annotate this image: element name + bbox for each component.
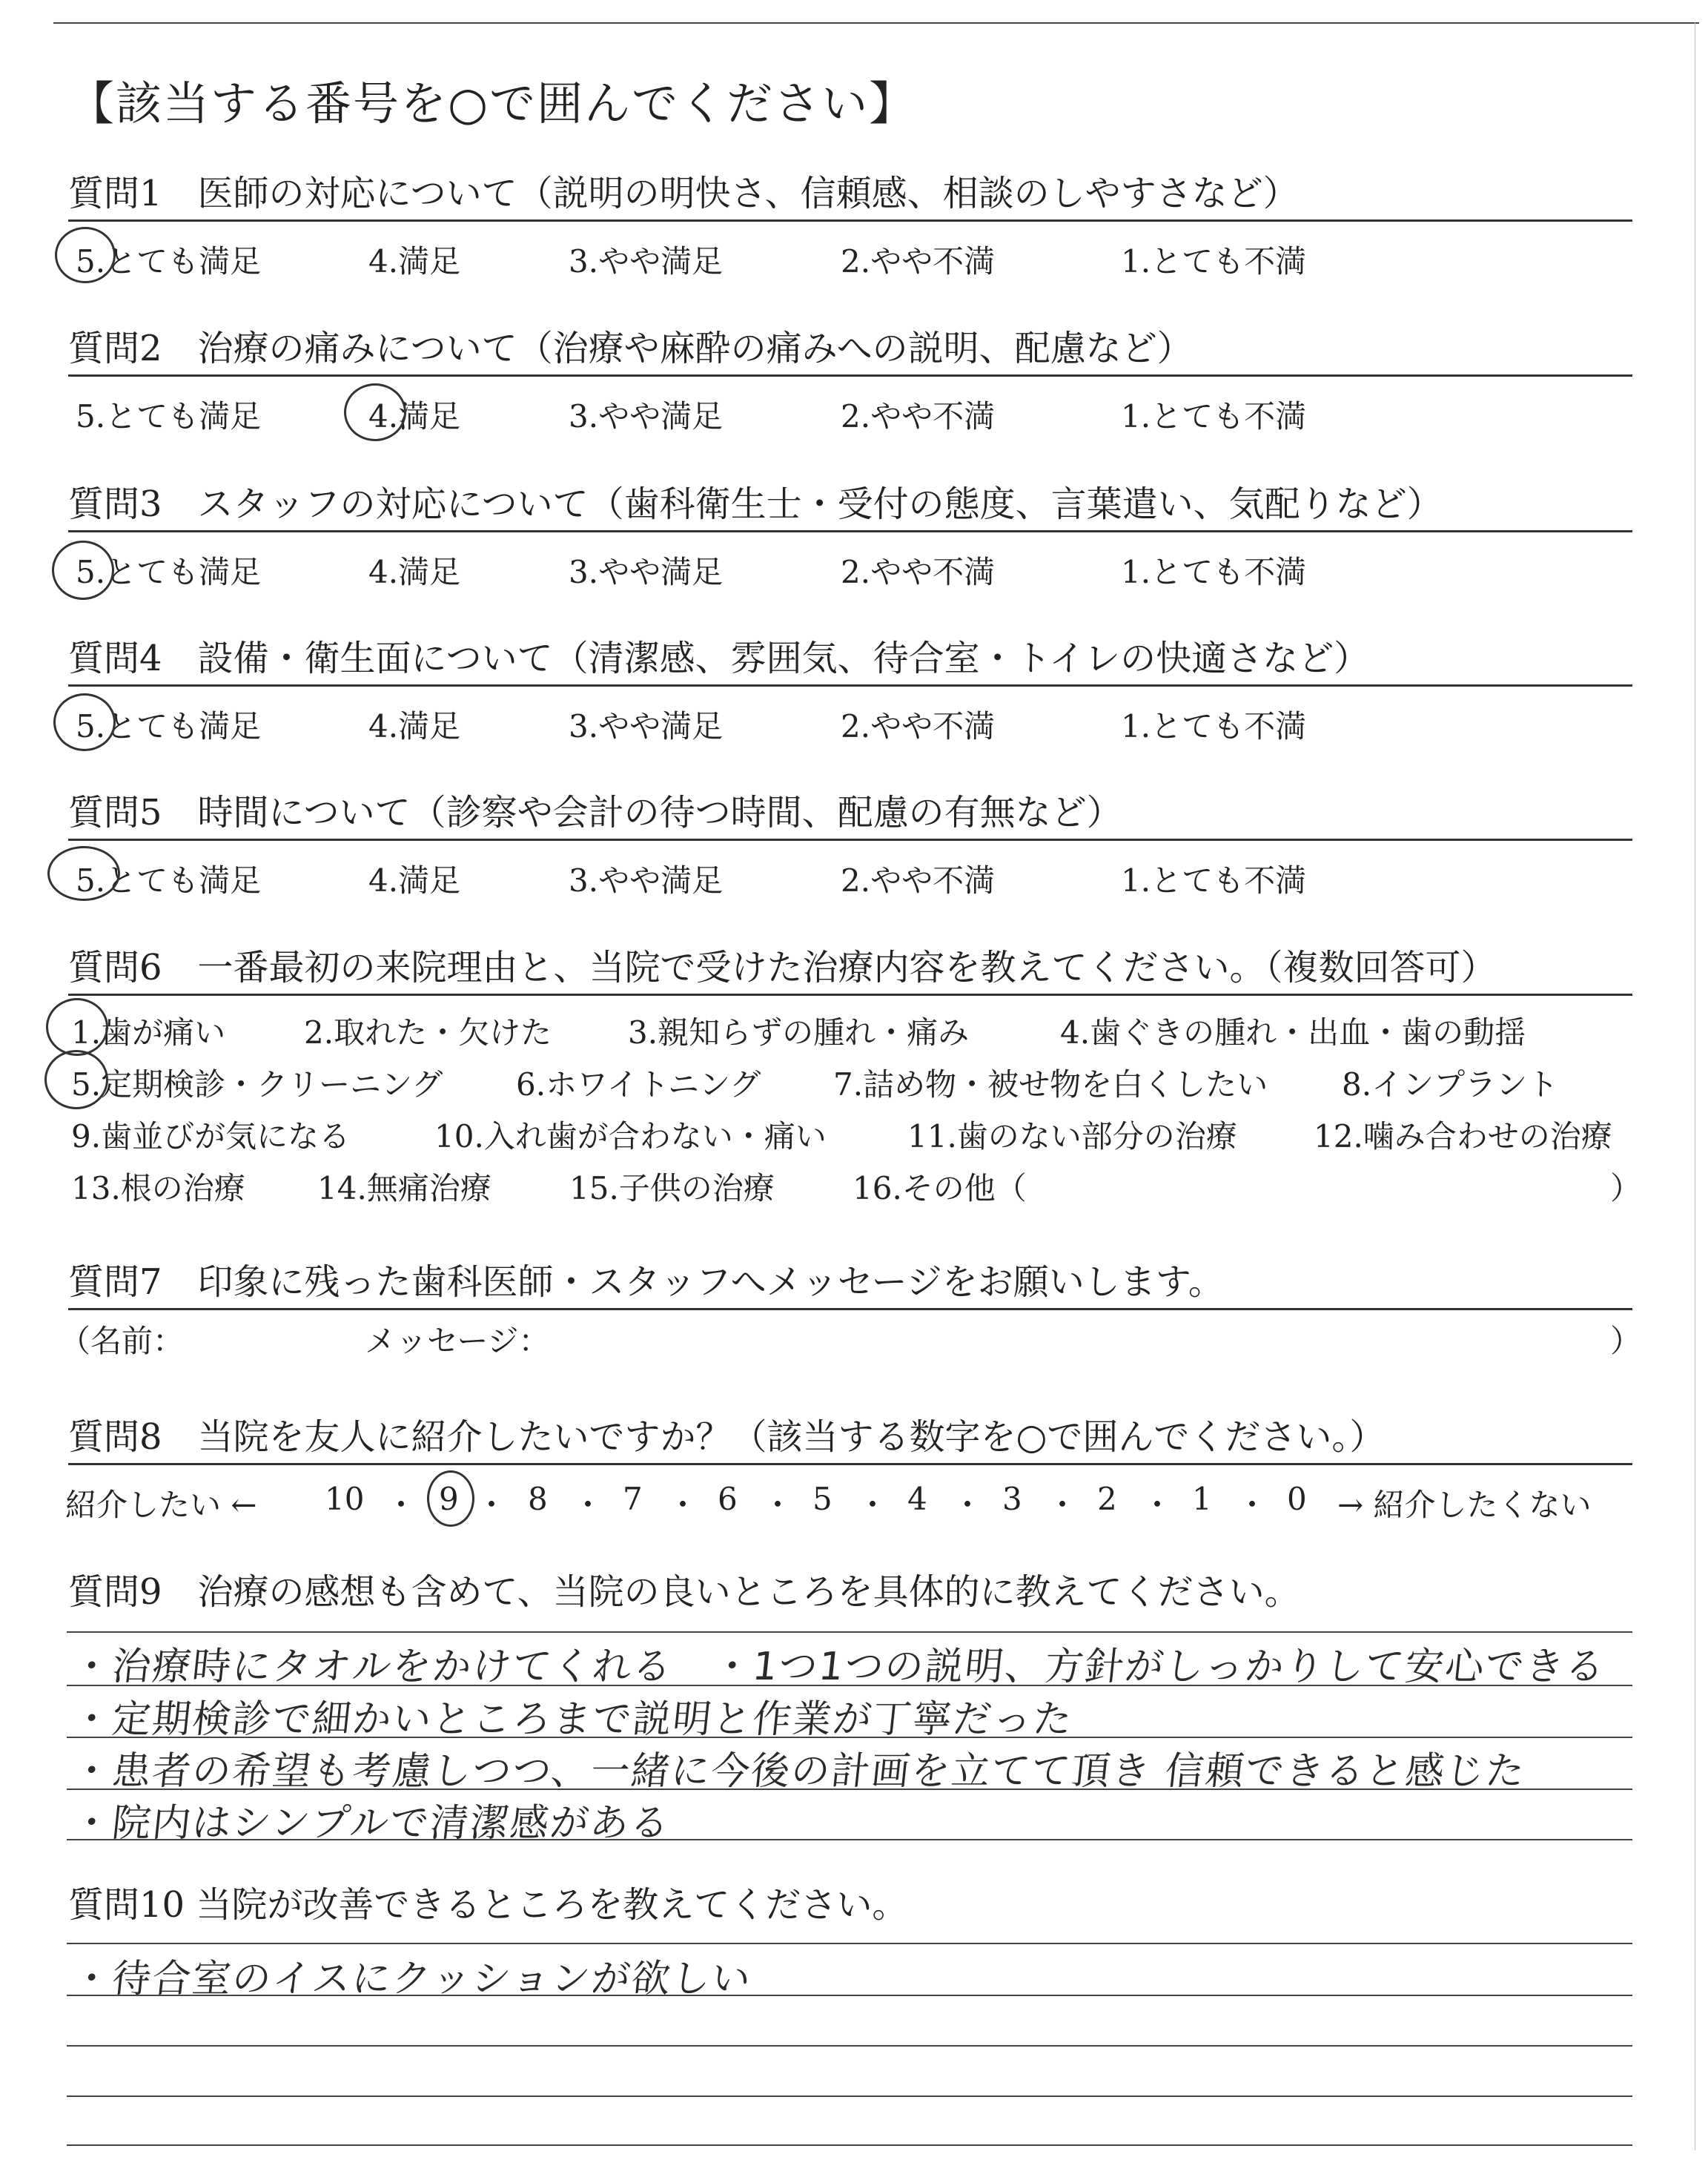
q8-score-9[interactable]: 9 [439,1481,459,1517]
q1-option-4[interactable]: 4.満足 [368,243,461,280]
q4-option-5[interactable]: 5.とても満足 [76,708,262,744]
q1-option-1[interactable]: 1.とても不満 [1121,243,1307,280]
q6-option-13[interactable]: 13.根の治療 [71,1170,245,1206]
question-4-title: 質問4 設備・衛生面について（清潔感、雰囲気、待合室・トイレの快適さなど） [68,638,1370,679]
q6-row-4 [68,1164,1642,1207]
q8-left-label: 紹介したい ← [65,1487,257,1523]
q6-row-2 [68,1060,1632,1103]
question-7-fields [59,1317,1642,1361]
question-8-title: 質問8 当院を友人に紹介したいですか？（該当する数字を○で囲んでください。） [68,1416,1386,1458]
question-3-options [68,548,1632,592]
q10-answer-line [67,2144,1632,2146]
question-7-title: 質問7 印象に残った歯科医師・スタッフへメッセージをお願いします。 [68,1261,1224,1303]
q6-option-1[interactable]: 1.歯が痛い [71,1014,226,1051]
q8-score-2[interactable]: 2 [1097,1481,1117,1517]
question-10-title: 質問10 当院が改善できるところを教えてください。 [68,1884,908,1926]
q10-answer-line [67,2045,1632,2047]
q8-separator: ・ [762,1487,794,1523]
q8-score-5[interactable]: 5 [812,1481,833,1517]
q8-separator: ・ [572,1487,604,1523]
q4-option-4[interactable]: 4.満足 [368,708,461,744]
q2-option-2[interactable]: 2.やや不満 [841,398,996,435]
question-2-title: 質問2 治療の痛みについて（治療や麻酔の痛みへの説明、配慮など） [68,328,1193,369]
q8-separator: ・ [476,1487,508,1523]
question-3-title: 質問3 スタッフの対応について（歯科衛生士・受付の態度、言葉遣い、気配りなど） [68,483,1443,525]
q5-option-4[interactable]: 4.満足 [368,862,461,899]
question-1-title: 質問1 医師の対応について（説明の明快さ、信頼感、相談のしやすさなど） [68,173,1299,214]
page-title: 【該当する番号を○で囲んでください】 [68,76,917,131]
q8-separator: ・ [1237,1487,1268,1523]
question-8 [65,1413,1632,1523]
question-10 [68,1880,1632,1929]
q7-message-label: メッセージ： [365,1323,550,1359]
q8-separator: ・ [1047,1487,1079,1523]
q7-name-label: （名前： [59,1323,185,1359]
q9-answer-3: ・患者の希望も考慮しつつ、一緒に今後の計画を立てて頂き 信頼できると感じた [70,1749,1529,1794]
question-1-options [68,237,1632,282]
q6-row-1 [68,1008,1632,1051]
q5-option-2[interactable]: 2.やや不満 [841,862,996,899]
q7-close-paren: ） [1610,1323,1642,1359]
q3-option-3[interactable]: 3.やや満足 [569,554,724,590]
q9-answer-1: ・治療時にタオルをかけてくれる ・1つ1つの説明、方針がしっかりして安心できる [70,1645,1608,1689]
q10-answer-line [67,1943,1632,1944]
q6-option-4[interactable]: 4.歯ぐきの腫れ・出血・歯の動揺 [1060,1014,1526,1051]
q1-option-2[interactable]: 2.やや不満 [841,243,996,280]
q6-option-9[interactable]: 9.歯並びが気になる [71,1118,351,1155]
question-2 [68,324,1632,435]
q8-score-1[interactable]: 1 [1192,1481,1212,1517]
question-9 [68,1568,1632,1616]
question-9-title: 質問9 治療の感想も含めて、当院の良いところを具体的に教えてください。 [68,1571,1300,1613]
q8-score-4[interactable]: 4 [907,1481,927,1517]
q6-option-7[interactable]: 7.詰め物・被せ物を白くしたい [833,1066,1268,1103]
q9-answer-line [67,1631,1632,1633]
q8-separator: ・ [952,1487,984,1523]
q6-option-16[interactable]: 16.その他（ [853,1170,1027,1206]
q2-option-3[interactable]: 3.やや満足 [569,398,724,435]
question-2-rule [68,374,1632,377]
question-3-rule [68,530,1632,532]
question-6-rule [68,994,1632,996]
top-border [53,22,1699,24]
q3-option-2[interactable]: 2.やや不満 [841,554,996,590]
q2-option-4[interactable]: 4.満足 [368,398,461,435]
question-6-title: 質問6 一番最初の来院理由と、当院で受けた治療内容を教えてください。（複数回答可） [68,947,1497,988]
q6-option-8[interactable]: 8.インプラント [1342,1066,1559,1103]
q3-option-4[interactable]: 4.満足 [368,554,461,590]
q6-option-14[interactable]: 14.無痛治療 [317,1170,491,1206]
question-8-rule [68,1463,1632,1465]
q10-answer-line [67,2095,1632,2097]
q4-option-2[interactable]: 2.やや不満 [841,708,996,744]
q8-scale [65,1481,1632,1525]
q8-score-0[interactable]: 0 [1287,1481,1307,1517]
question-2-options [68,392,1632,437]
question-4 [68,634,1632,744]
q9-answer-2: ・定期検診で細かいところまで説明と作業が丁寧だった [70,1697,1076,1742]
question-6 [68,943,1642,1210]
q2-option-5[interactable]: 5.とても満足 [76,398,262,435]
q6-option-2[interactable]: 2.取れた・欠けた [304,1014,552,1051]
q8-score-3[interactable]: 3 [1002,1481,1022,1517]
question-5-rule [68,839,1632,841]
q1-option-5[interactable]: 5.とても満足 [76,243,262,280]
question-5-title: 質問5 時間について（診察や会計の待つ時間、配慮の有無など） [68,792,1122,833]
q6-option-11[interactable]: 11.歯のない部分の治療 [907,1118,1237,1155]
q6-option-3[interactable]: 3.親知らずの腫れ・痛み [628,1014,970,1051]
q8-separator: ・ [857,1487,889,1523]
q5-option-5[interactable]: 5.とても満足 [76,862,262,899]
q8-score-10[interactable]: 10 [325,1481,365,1517]
question-5 [68,788,1632,899]
q8-score-6[interactable]: 6 [718,1481,738,1517]
q1-option-3[interactable]: 3.やや満足 [569,243,724,280]
q2-option-1[interactable]: 1.とても不満 [1121,398,1307,435]
question-4-options [68,702,1632,747]
q3-option-5[interactable]: 5.とても満足 [76,554,262,590]
q8-separator: ・ [1142,1487,1174,1523]
q10-answer-1: ・待合室のイスにクッションが欲しい [70,1957,755,2001]
q8-right-label: → 紹介したくない [1337,1487,1592,1523]
q9-answer-4: ・院内はシンプルで清潔感がある [70,1801,673,1846]
question-3 [68,480,1632,590]
q6-option-6[interactable]: 6.ホワイトニング [516,1066,761,1103]
question-7-rule [68,1308,1632,1310]
question-1 [68,169,1632,280]
q3-option-1[interactable]: 1.とても不満 [1121,554,1307,590]
q6-other-close-paren: ） [1610,1170,1642,1206]
q6-option-5[interactable]: 5.定期検診・クリーニング [71,1066,443,1103]
q6-option-10[interactable]: 10.入れ歯が合わない・痛い [434,1118,827,1155]
q5-option-3[interactable]: 3.やや満足 [569,862,724,899]
q8-score-8[interactable]: 8 [528,1481,548,1517]
question-7 [59,1258,1642,1359]
q4-option-3[interactable]: 3.やや満足 [569,708,724,744]
q5-option-1[interactable]: 1.とても不満 [1121,862,1307,899]
q6-option-15[interactable]: 15.子供の治療 [569,1170,775,1206]
q8-score-7[interactable]: 7 [623,1481,643,1517]
q8-separator: ・ [667,1487,699,1523]
question-4-rule [68,684,1632,687]
question-1-rule [68,219,1632,222]
question-5-options [68,856,1632,901]
q6-row-3 [68,1112,1632,1155]
q6-option-12[interactable]: 12.噛み合わせの治療 [1314,1118,1612,1155]
q4-option-1[interactable]: 1.とても不満 [1121,708,1307,744]
q8-separator: ・ [385,1487,417,1523]
